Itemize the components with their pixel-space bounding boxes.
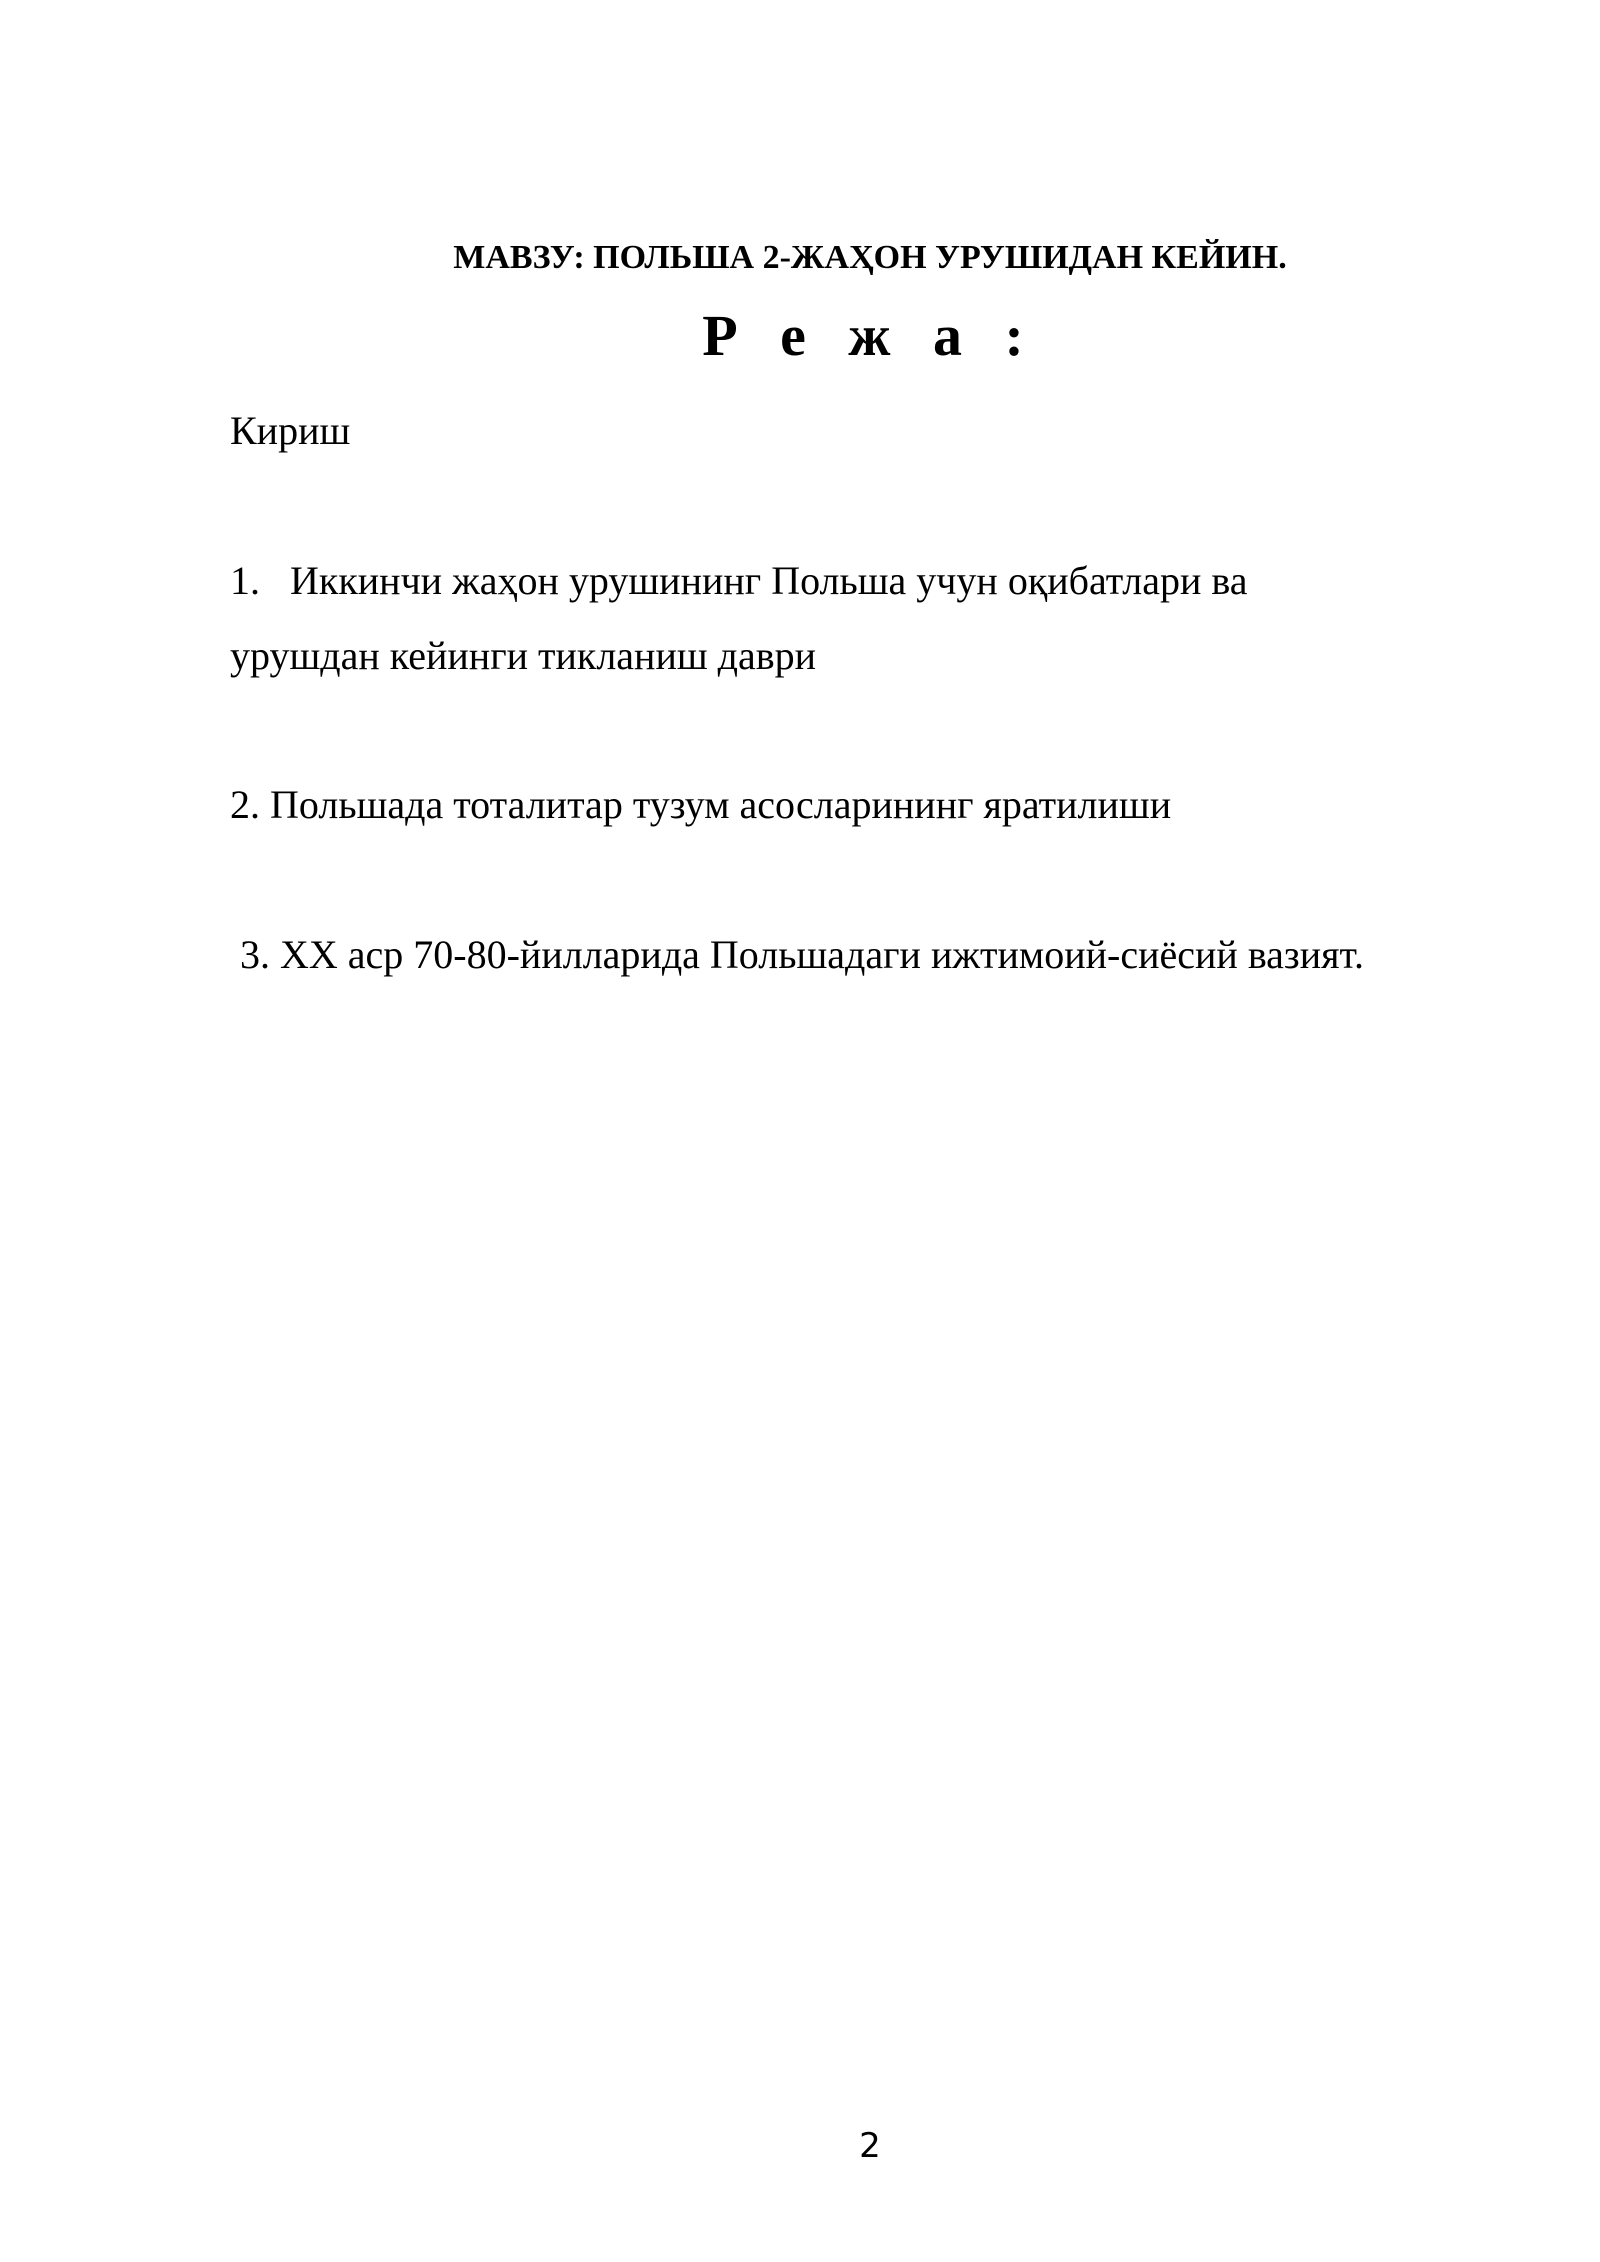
topic-title: МАВЗУ: ПОЛЬША 2-ЖАҲОН УРУШИДАН КЕЙИН. (453, 239, 1287, 276)
plan-item-3-number: 3. (240, 932, 270, 977)
plan-item-2-text: Польшада тоталитар тузум асосларининг яратилиши (270, 782, 1172, 827)
plan-item-1-number: 1. (230, 558, 260, 603)
intro-item: Кириш (230, 408, 351, 453)
plan-item-3 (240, 917, 1490, 992)
page-number: 2 (859, 2126, 881, 2166)
plan-heading: Р е ж а : (702, 303, 1038, 368)
plan-item-3-text: XX аср 70-80-йилларида Польшадаги ижтимоий-сиёсий вазият. (280, 932, 1365, 977)
plan-item-1-line1: Иккинчи жаҳон урушининг Польша учун оқибатлари ва (290, 558, 1248, 603)
plan-item-2-number: 2. (230, 782, 260, 827)
plan-item-2 (230, 767, 1480, 842)
plan-item-1 (230, 543, 1480, 693)
plan-item-1-line2: урушдан кейинги тикланиш даври (230, 633, 817, 678)
